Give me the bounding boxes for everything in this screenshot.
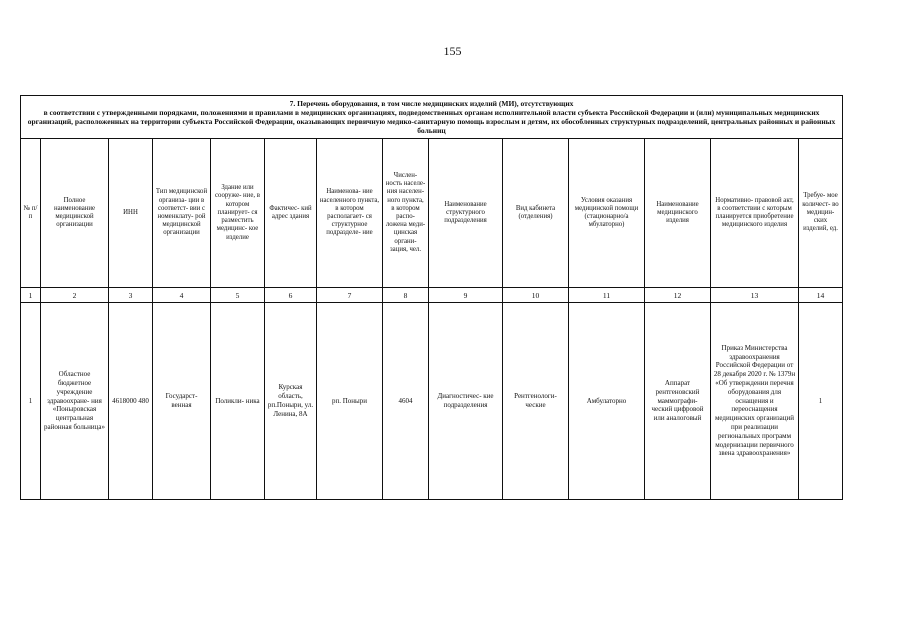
quantity-cell: 1 <box>799 303 843 500</box>
column-number: 2 <box>41 288 109 303</box>
row-number: 1 <box>21 303 41 500</box>
cabinet-type-cell: Рентгенологи- ческие <box>503 303 569 500</box>
section-title: 7. Перечень оборудования, в том числе медицинских изделий (МИ), отсутствующих <box>289 99 574 108</box>
column-number: 9 <box>429 288 503 303</box>
header-cell: Полное наименование медицинской организации <box>41 139 109 288</box>
page-number: 155 <box>443 44 462 58</box>
table-row <box>21 303 843 500</box>
address-cell: Курская область, рп.Поныри, ул. Ленина, 8А <box>265 303 317 500</box>
header-cell: Условия оказания медицинской помощи (стационарно/а мбулаторно) <box>569 139 645 288</box>
inn-cell: 4618000 480 <box>109 303 153 500</box>
column-number: 11 <box>569 288 645 303</box>
column-number: 12 <box>645 288 711 303</box>
column-number: 13 <box>711 288 799 303</box>
org-type-cell: Государст- венная <box>153 303 211 500</box>
header-cell: ИНН <box>109 139 153 288</box>
column-number: 6 <box>265 288 317 303</box>
column-number: 4 <box>153 288 211 303</box>
header-cell: Здание или сооруже- ние, в котором планирует- ся разместить медицинс- кое изделие <box>211 139 265 288</box>
header-cell: Вид кабинета (отделения) <box>503 139 569 288</box>
header-cell: Требуе- мое количест- во медицин- ских изделий, ед. <box>799 139 843 288</box>
column-number: 1 <box>21 288 41 303</box>
column-number: 14 <box>799 288 843 303</box>
equipment-table <box>20 95 843 500</box>
org-name-cell: Областное бюджетное учреждение здравоохране- ния «Поныровская центральная районная больница» <box>41 303 109 500</box>
table-title <box>21 96 843 139</box>
column-number: 10 <box>503 288 569 303</box>
header-cell: Числен- ность населе- ния населен- ного пункта, в котором распо- ложена меди- цинская органи- зация, чел. <box>383 139 429 288</box>
conditions-cell: Амбулаторно <box>569 303 645 500</box>
legal-act-cell: Приказ Министерства здравоохранения Российской Федерации от 28 декабря 2020 г. № 1379н «Об утверждении перечня оборудования для оснащения и переоснащения медицинских организаций при реализации региональных программ модернизации первичного звена здравоохранения» <box>711 303 799 500</box>
header-cell: Наименование структурного подразделения <box>429 139 503 288</box>
header-cell: Наименование медицинского изделия <box>645 139 711 288</box>
column-number: 3 <box>109 288 153 303</box>
header-row <box>21 139 843 288</box>
section-subtitle: в соответствии с утвержденными порядками, положениями и правилами в медицинских организациях, подведомственных органам исполнительной власти субъекта Российской Федерации и (или) муниципальных медицинских организаций, расположенных на территории субъекта Российской Федерации, оказывающих первичную медико-санитарную помощь взрослым и детям, их обособленных структурных подразделений, центральных районных и районных больниц <box>27 108 836 135</box>
device-name-cell: Аппарат рентгеновский маммографи- ческий цифровой или аналоговый <box>645 303 711 500</box>
subdivision-cell: Диагностичес- кие подразделения <box>429 303 503 500</box>
header-cell: Нормативно- правовой акт, в соответствии с которым планируется приобретение медицинского изделия <box>711 139 799 288</box>
header-cell: Фактичес- кий адрес здания <box>265 139 317 288</box>
header-cell: Наименова- ние населенного пункта, в котором располагает- ся структурное подразделе- ние <box>317 139 383 288</box>
header-cell: № п/ п <box>21 139 41 288</box>
column-number: 8 <box>383 288 429 303</box>
settlement-cell: рп. Поныри <box>317 303 383 500</box>
column-number: 7 <box>317 288 383 303</box>
building-cell: Поликли- ника <box>211 303 265 500</box>
column-number: 5 <box>211 288 265 303</box>
header-cell: Тип медицинской организа- ции в соответст- вии с номенклату- рой медицинской организации <box>153 139 211 288</box>
column-number-row <box>21 288 843 303</box>
population-cell: 4604 <box>383 303 429 500</box>
